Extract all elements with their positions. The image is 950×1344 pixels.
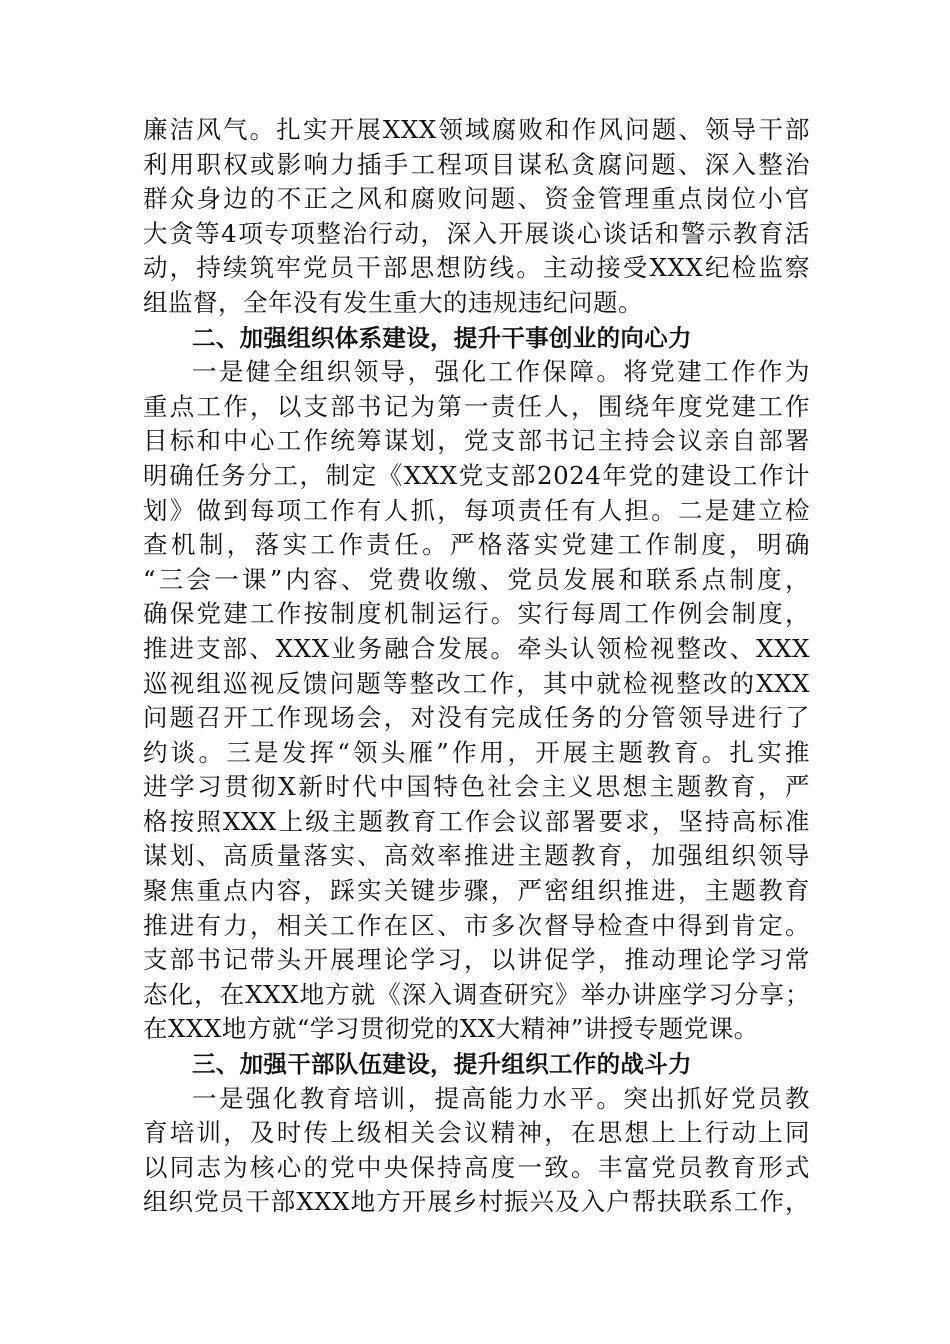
- body-line: 谋划、高质量落实、高效率推进主题教育，加强组织领导: [143, 841, 810, 871]
- body-line: 动，持续筑牢党员干部思想防线。主动接受XXX纪检监察: [143, 253, 810, 283]
- body-line: “三会一课”内容、党费收缴、党员发展和联系点制度，: [143, 564, 810, 594]
- body-line: 支部书记带头开展理论学习，以讲促学，推动理论学习常: [143, 945, 810, 975]
- body-line: 一是健全组织领导，强化工作保障。将党建工作作为: [192, 357, 810, 387]
- body-line: 大贪等4项专项整治行动，深入开展谈心谈话和警示教育活: [143, 218, 810, 248]
- section-heading: 三、加强干部队伍建设，提升组织工作的战斗力: [192, 1050, 692, 1079]
- body-line: 利用职权或影响力插手工程项目谋私贪腐问题、深入整治: [143, 149, 810, 179]
- body-line: 组监督，全年没有发生重大的违规违纪问题。: [143, 287, 643, 317]
- body-line: 组织党员干部XXX地方开展乡村振兴及入户帮扶联系工作，: [143, 1187, 810, 1217]
- section-heading: 二、加强组织体系建设，提升干事创业的向心力: [192, 323, 692, 352]
- body-line: 确保党建工作按制度机制运行。实行每周工作例会制度，: [143, 599, 810, 629]
- body-line: 巡视组巡视反馈问题等整改工作，其中就检视整改的XXX: [143, 668, 810, 698]
- body-line: 重点工作，以支部书记为第一责任人，围绕年度党建工作: [143, 391, 810, 421]
- body-line: 聚焦重点内容，踩实关键步骤，严密组织推进，主题教育: [143, 876, 810, 906]
- body-line: 推进支部、XXX业务融合发展。牵头认领检视整改、XXX: [143, 633, 810, 663]
- body-line: 进学习贯彻X新时代中国特色社会主义思想主题教育，严: [143, 772, 810, 802]
- body-line: 一是强化教育培训，提高能力水平。突出抓好党员教: [192, 1083, 810, 1113]
- body-line: 明确任务分工，制定《XXX党支部2024年党的建设工作计: [143, 460, 810, 490]
- body-line: 廉洁风气。扎实开展XXX领域腐败和作风问题、领导干部: [143, 115, 810, 144]
- body-line: 查机制，落实工作责任。严格落实党建工作制度，明确: [143, 530, 810, 560]
- body-line: 约谈。三是发挥“领头雁”作用，开展主题教育。扎实推: [143, 737, 810, 767]
- body-line: 格按照XXX上级主题教育工作会议部署要求，坚持高标准: [143, 806, 810, 836]
- body-line: 划》做到每项工作有人抓，每项责任有人担。二是建立检: [143, 495, 810, 525]
- body-line: 育培训，及时传上级相关会议精神，在思想上上行动上同: [143, 1118, 810, 1148]
- body-line: 推进有力，相关工作在区、市多次督导检查中得到肯定。: [143, 910, 810, 940]
- body-line: 群众身边的不正之风和腐败问题、资金管理重点岗位小官: [143, 184, 810, 214]
- body-line: 在XXX地方就“学习贯彻党的XX大精神”讲授专题党课。: [143, 1014, 759, 1044]
- body-line: 目标和中心工作统筹谋划，党支部书记主持会议亲自部署: [143, 426, 810, 456]
- document-body: [143, 113, 810, 1220]
- body-line: 问题召开工作现场会，对没有完成任务的分管领导进行了: [143, 703, 810, 733]
- body-line: 态化，在XXX地方就《深入调查研究》举办讲座学习分享；: [143, 979, 810, 1009]
- body-line: 以同志为核心的党中央保持高度一致。丰富党员教育形式: [143, 1152, 810, 1182]
